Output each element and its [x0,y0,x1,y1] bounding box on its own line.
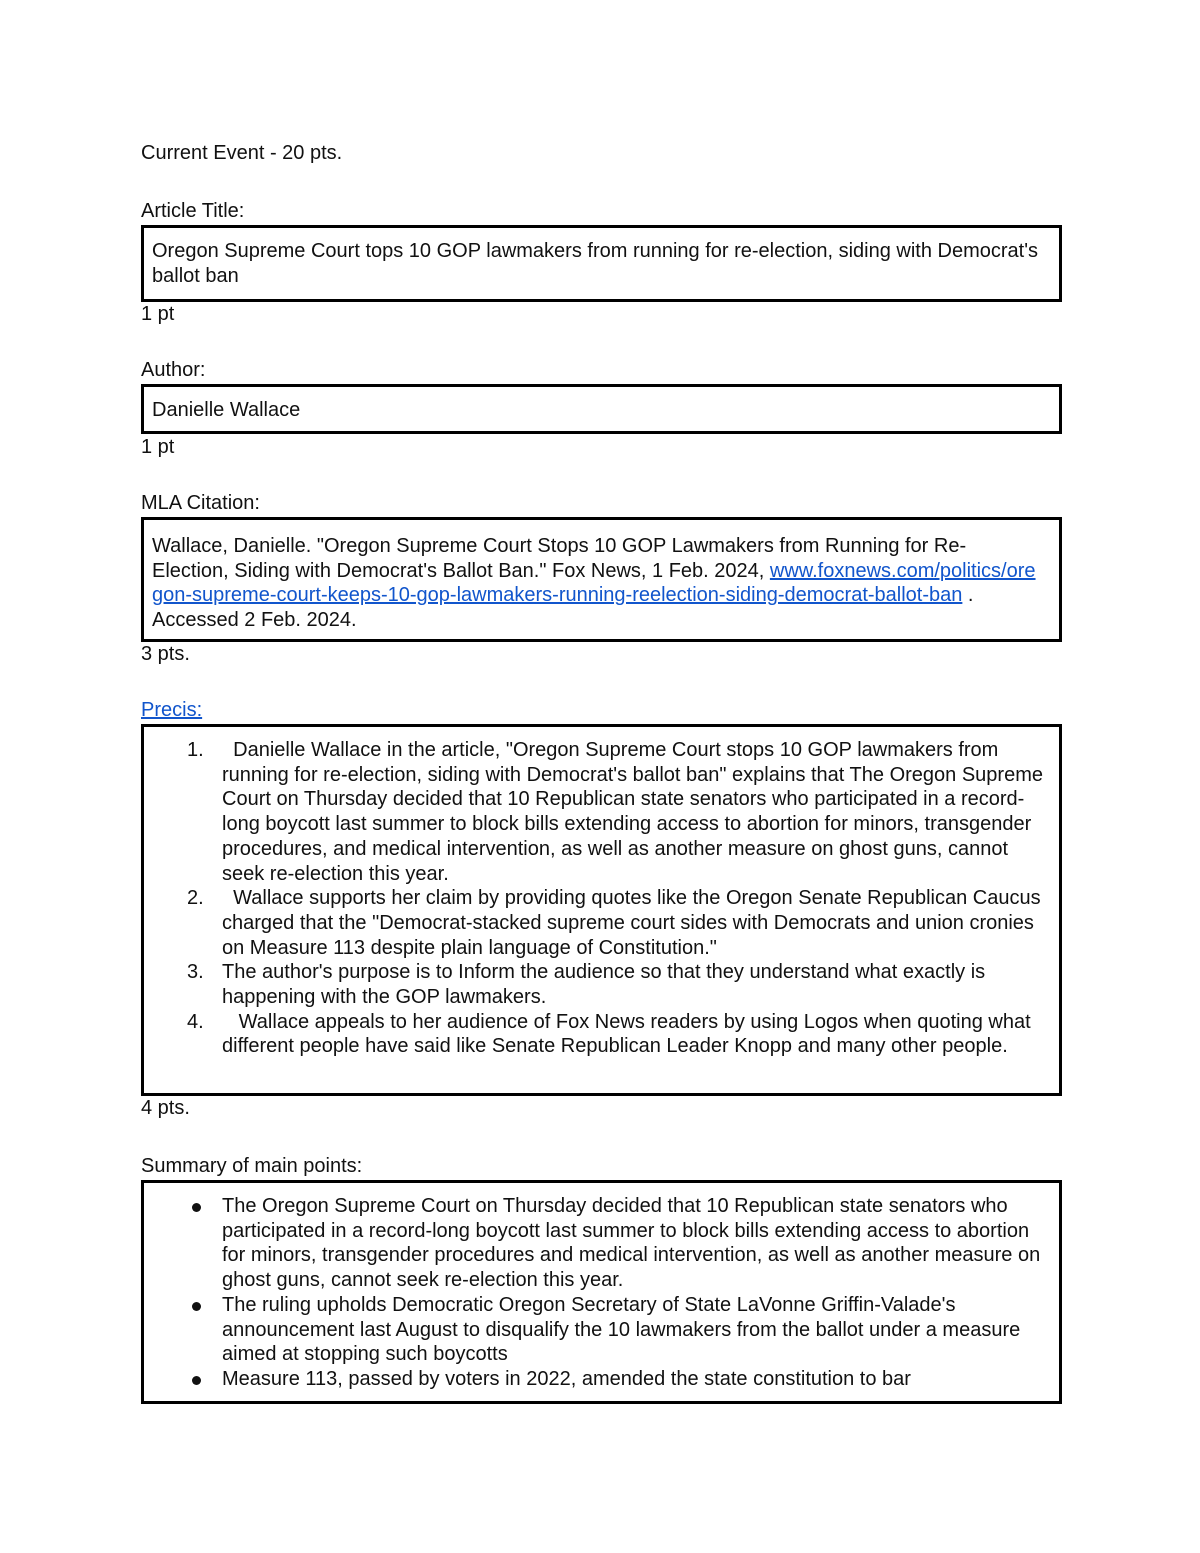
summary-item [152,1194,1051,1293]
article-title-value: Oregon Supreme Court tops 10 GOP lawmakers from running for re-election, siding with Democrat's ballot ban [152,240,1039,287]
citation-label: MLA Citation: [141,492,260,514]
precis-item-number: 3. [187,961,204,984]
citation-link[interactable]: www.foxnews.com/politics/oregon-supreme-court-keeps-10-gop-lawmakers-running-reelection-siding-democrat-ballot-ban [152,559,1036,607]
summary-item [152,1367,1051,1392]
precis-item-text: Danielle Wallace in the article, "Oregon Supreme Court stops 10 GOP lawmakers from running for re-election, siding with Democrat's ballot ban" explains that The Oregon Supreme Court on Thursday decided that 10 Republican state senators who participated in a record-long boycott last summer to block bills extending access to abortion for minors, transgender procedures, and medical intervention, as well as another measure on ghost guns, cannot seek re-election this year. [222,739,1049,885]
precis-item-number: 4. [187,1010,204,1033]
summary-item-text: Measure 113, passed by voters in 2022, amended the state constitution to bar [222,1367,911,1390]
precis-item-text: Wallace appeals to her audience of Fox News readers by using Logos when quoting what different people have said like Senate Republican Leader Knopp and many other people. [222,1010,1037,1058]
citation-text-before: Wallace, Danielle. "Oregon Supreme Court Stops 10 GOP Lawmakers from Running for Re-Election, Siding with Democrat's Ballot Ban." Fox News, 1 Feb. 2024, [152,535,967,582]
author-label: Author: [141,359,206,381]
precis-item-text: Wallace supports her claim by providing quotes like the Oregon Senate Republican Caucus charged that the "Democrat-stacked supreme court sides with Democrats and union cronies on Measure 113 despite plain language of Constitution." [222,887,1047,959]
summary-item [152,1293,1051,1367]
citation-box[interactable] [141,517,1062,642]
precis-item-number: 1. [187,739,204,761]
precis-item [152,1010,1051,1059]
article-title-points: 1 pt [141,303,175,325]
article-title-box[interactable] [141,225,1062,302]
summary-item-text: The ruling upholds Democratic Oregon Secretary of State LaVonne Griffin-Valade's announcement last August to disqualify the 10 lawmakers from the ballot under a measure aimed at stopping such boycotts [222,1293,1021,1366]
bullet-icon [192,1376,201,1385]
assignment-title: Current Event - 20 pts. [141,142,343,164]
citation-points: 3 pts. [141,643,190,665]
summary-list [152,1194,1051,1392]
bullet-icon [192,1203,201,1212]
author-box[interactable] [141,384,1062,434]
precis-item-number: 2. [187,887,204,910]
precis-item [152,886,1051,960]
bullet-icon [192,1302,201,1311]
precis-list [152,738,1051,1059]
precis-label[interactable]: Precis: [141,699,203,721]
precis-points: 4 pts. [141,1097,190,1119]
citation-text-after: . Accessed 2 Feb. 2024. [152,584,974,632]
author-points: 1 pt [141,436,175,458]
author-value: Danielle Wallace [152,399,301,421]
document-page [141,140,1062,1404]
precis-box[interactable] [141,724,1062,1096]
precis-item-text: The author's purpose is to Inform the audience so that they understand what exactly is happening with the GOP lawmakers. [222,961,991,1009]
article-title-label: Article Title: [141,200,245,222]
precis-item [152,960,1051,1009]
summary-box[interactable] [141,1180,1062,1404]
summary-label: Summary of main points: [141,1155,363,1177]
summary-item-text: The Oregon Supreme Court on Thursday decided that 10 Republican state senators who participated in a record-long boycott last summer to block bills extending access to abortion for minors, transgender procedures and medical intervention, as well as another measure on ghost guns, cannot seek re-election this year. [222,1195,1041,1292]
precis-item [152,738,1051,886]
